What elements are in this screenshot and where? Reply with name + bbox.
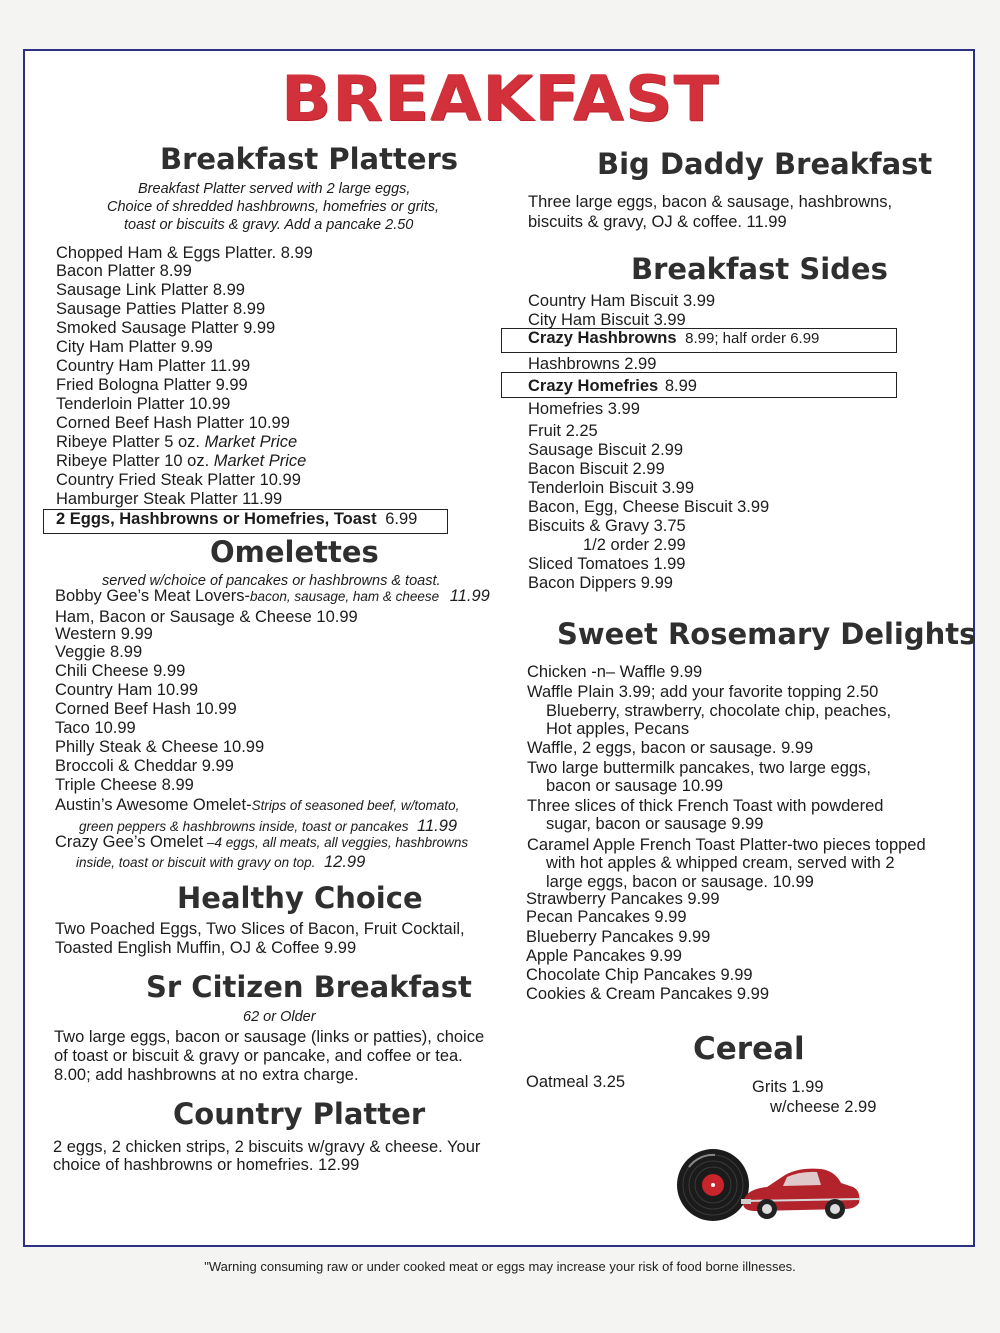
crazy-hashbrowns-label: Crazy Hashbrowns xyxy=(528,329,677,347)
omelet-austin-desc2: green peppers & hashbrowns inside, toast or pancakes xyxy=(79,819,409,834)
omelet-triple-cheese: Triple Cheese 8.99 xyxy=(55,776,194,794)
platter-item-name: Chopped Ham & Eggs Platter. 8.99 xyxy=(56,244,313,262)
sweet-item: large eggs, bacon or sausage. 10.99 xyxy=(546,873,814,891)
heading-breakfast-sides: Breakfast Sides xyxy=(631,252,888,286)
platter-item xyxy=(56,376,248,395)
platter-item xyxy=(56,262,192,281)
crazy-homefries-label: Crazy Homefries xyxy=(528,377,659,395)
sweet-item: Chocolate Chip Pancakes 9.99 xyxy=(526,966,753,984)
side-sliced-tomatoes: Sliced Tomatoes 1.99 xyxy=(528,555,686,573)
sweet-item: Blueberry, strawberry, chocolate chip, peaches, xyxy=(546,702,892,720)
sweet-item: sugar, bacon or sausage 9.99 xyxy=(546,815,764,833)
platter-item-name: Tenderloin Platter 10.99 xyxy=(56,395,231,413)
platter-item-name: Country Fried Steak Platter 10.99 xyxy=(56,471,301,489)
omelet-crazy-desc2: inside, toast or biscuit with gravy on top. xyxy=(76,855,316,870)
platter-item-market-price: Market Price xyxy=(204,433,298,451)
crazy-homefries-price: 8.99 xyxy=(664,377,697,395)
crazy-hashbrowns-price: 8.99; half order 6.99 xyxy=(685,330,820,347)
senior-line-3: 8.00; add hashbrowns at no extra charge. xyxy=(54,1066,359,1084)
sweet-item: Pecan Pancakes 9.99 xyxy=(526,908,687,926)
omelettes-note: served w/choice of pancakes or hashbrowns & toast. xyxy=(102,573,441,589)
side-biscuits-gravy: Biscuits & Gravy 3.75 xyxy=(528,517,686,535)
platters-note-2: Choice of shredded hashbrowns, homefries or grits, xyxy=(107,199,440,215)
platter-item-name: Corned Beef Hash Platter 10.99 xyxy=(56,414,290,432)
platter-item-name: Smoked Sausage Platter 9.99 xyxy=(56,319,276,337)
heading-sr-citizen: Sr Citizen Breakfast xyxy=(146,970,472,1004)
cereal-grits-cheese: w/cheese 2.99 xyxy=(770,1098,877,1116)
omelet-country-ham: Country Ham 10.99 xyxy=(55,681,199,699)
omelet-crazy-desc1: –4 eggs, all meats, all veggies, hashbrowns xyxy=(203,835,469,850)
sweet-item: Caramel Apple French Toast Platter-two pieces topped xyxy=(527,836,926,854)
senior-sub: 62 or Older xyxy=(243,1009,316,1025)
platters-note-1: Breakfast Platter served with 2 large eggs, xyxy=(138,181,411,197)
sweet-item: Waffle, 2 eggs, bacon or sausage. 9.99 xyxy=(527,739,814,757)
omelet-western: Western 9.99 xyxy=(55,625,153,643)
platter-item xyxy=(56,490,282,509)
sweet-item: Waffle Plain 3.99; add your favorite topping 2.50 xyxy=(527,683,879,701)
heading-sweet-rosemary: Sweet Rosemary Delights xyxy=(557,617,977,651)
heading-big-daddy: Big Daddy Breakfast xyxy=(597,147,933,181)
platter-item xyxy=(56,281,245,300)
omelet-chili: Chili Cheese 9.99 xyxy=(55,662,186,680)
boxed-eggs-toast-label: 2 Eggs, Hashbrowns or Homefries, Toast xyxy=(56,510,377,528)
sweet-item: Cookies & Cream Pancakes 9.99 xyxy=(526,985,770,1003)
omelet-austin xyxy=(55,796,459,815)
omelet-bobby-price: 11.99 xyxy=(449,587,490,605)
sweet-item: Two large buttermilk pancakes, two large eggs, xyxy=(527,759,871,777)
healthy-line-1: Two Poached Eggs, Two Slices of Bacon, Fruit Cocktail, xyxy=(55,920,465,938)
platter-item-name: Ribeye Platter 5 oz. xyxy=(56,433,205,451)
platter-item-name: Fried Bologna Platter 9.99 xyxy=(56,376,248,394)
omelet-philly: Philly Steak & Cheese 10.99 xyxy=(55,738,265,756)
food-warning-footer: "Warning consuming raw or under cooked meat or eggs may increase your risk of food borne illnesses. xyxy=(204,1259,796,1274)
omelet-veggie: Veggie 8.99 xyxy=(55,643,143,661)
platter-item xyxy=(56,414,290,433)
boxed-eggs-toast xyxy=(43,509,448,534)
senior-line-1: Two large eggs, bacon or sausage (links or patties), choice xyxy=(54,1028,485,1046)
side-bacon-dippers: Bacon Dippers 9.99 xyxy=(528,574,673,592)
platter-item xyxy=(56,300,265,319)
omelet-austin-price: 11.99 xyxy=(417,817,458,835)
platter-item-name: Sausage Patties Platter 8.99 xyxy=(56,300,266,318)
platter-item xyxy=(56,395,230,414)
side-fruit: Fruit 2.25 xyxy=(528,422,598,440)
omelet-crazy-cont xyxy=(76,853,365,872)
sweet-item: Apple Pancakes 9.99 xyxy=(526,947,682,965)
platter-item xyxy=(56,319,275,338)
platter-item-name: Bacon Platter 8.99 xyxy=(56,262,192,280)
platter-item xyxy=(56,244,313,263)
sweet-item: Blueberry Pancakes 9.99 xyxy=(526,928,711,946)
side-homefries: Homefries 3.99 xyxy=(528,400,640,418)
cereal-oatmeal: Oatmeal 3.25 xyxy=(526,1073,626,1091)
platter-item-name: Sausage Link Platter 8.99 xyxy=(56,281,245,299)
heading-cereal: Cereal xyxy=(693,1031,805,1067)
boxed-crazy-hashbrowns xyxy=(501,328,897,353)
boxed-crazy-homefries xyxy=(501,372,897,398)
side-bec-biscuit: Bacon, Egg, Cheese Biscuit 3.99 xyxy=(528,498,770,516)
heading-healthy-choice: Healthy Choice xyxy=(177,881,423,915)
bigdaddy-line-1: Three large eggs, bacon & sausage, hashbrowns, xyxy=(528,193,893,211)
senior-line-2: of toast or biscuit & gravy or pancake, and coffee or tea. xyxy=(54,1047,463,1065)
country-line-1: 2 eggs, 2 chicken strips, 2 biscuits w/gravy & cheese. Your xyxy=(53,1138,481,1156)
side-city-ham-biscuit: City Ham Biscuit 3.99 xyxy=(528,311,686,329)
heading-breakfast-platters: Breakfast Platters xyxy=(160,142,459,176)
platter-item-name: Country Ham Platter 11.99 xyxy=(56,357,251,375)
sweet-item: with hot apples & whipped cream, served with 2 xyxy=(546,854,895,872)
platter-item xyxy=(56,433,297,452)
bigdaddy-line-2: biscuits & gravy, OJ & coffee. 11.99 xyxy=(528,213,787,231)
omelet-bobby-desc: bacon, sausage, ham & cheese xyxy=(250,589,440,604)
omelet-bobby xyxy=(55,587,490,606)
platter-item-name: Hamburger Steak Platter 11.99 xyxy=(56,490,283,508)
sweet-item: Three slices of thick French Toast with powdered xyxy=(527,797,884,815)
omelet-broccoli: Broccoli & Cheddar 9.99 xyxy=(55,757,234,775)
omelet-bobby-name: Bobby Gee’s Meat Lovers- xyxy=(55,587,251,605)
sweet-item: Hot apples, Pecans xyxy=(546,720,690,738)
side-tenderloin-biscuit: Tenderloin Biscuit 3.99 xyxy=(528,479,695,497)
heading-country-platter: Country Platter xyxy=(173,1097,426,1131)
platters-note-3: toast or biscuits & gravy. Add a pancake 2.50 xyxy=(124,217,414,233)
record-and-car-illustration xyxy=(675,1145,865,1230)
sweet-item: Chicken -n– Waffle 9.99 xyxy=(527,663,703,681)
side-bacon-biscuit: Bacon Biscuit 2.99 xyxy=(528,460,665,478)
omelet-crazy-name: Crazy Gee’s Omelet xyxy=(55,833,204,851)
omelet-austin-desc1: Strips of seasoned beef, w/tomato, xyxy=(251,798,460,813)
healthy-line-2: Toasted English Muffin, OJ & Coffee 9.99 xyxy=(55,939,357,957)
menu-title: BREAKFAST xyxy=(280,61,720,136)
side-sausage-biscuit: Sausage Biscuit 2.99 xyxy=(528,441,684,459)
omelet-austin-name: Austin’s Awesome Omelet- xyxy=(55,796,252,814)
omelet-corned-beef: Corned Beef Hash 10.99 xyxy=(55,700,237,718)
country-line-2: choice of hashbrowns or homefries. 12.99 xyxy=(53,1156,360,1174)
platter-item-market-price: Market Price xyxy=(213,452,307,470)
cereal-grits: Grits 1.99 xyxy=(752,1078,824,1096)
omelet-crazy xyxy=(55,833,468,852)
side-biscuits-gravy-half: 1/2 order 2.99 xyxy=(583,536,686,554)
platter-item-name: City Ham Platter 9.99 xyxy=(56,338,213,356)
side-country-ham-biscuit: Country Ham Biscuit 3.99 xyxy=(528,292,716,310)
heading-omelettes: Omelettes xyxy=(210,535,379,569)
platter-item-name: Ribeye Platter 10 oz. xyxy=(56,452,214,470)
vinyl-record-icon xyxy=(677,1149,749,1221)
sweet-item: bacon or sausage 10.99 xyxy=(546,777,724,795)
omelet-crazy-price: 12.99 xyxy=(323,853,366,871)
platter-item xyxy=(56,357,250,376)
side-hashbrowns: Hashbrowns 2.99 xyxy=(528,355,657,373)
sweet-item: Strawberry Pancakes 9.99 xyxy=(526,890,720,908)
omelet-ham: Ham, Bacon or Sausage & Cheese 10.99 xyxy=(55,608,358,626)
classic-car-icon xyxy=(741,1169,859,1219)
platter-item xyxy=(56,452,306,471)
platter-item xyxy=(56,338,213,357)
omelet-taco: Taco 10.99 xyxy=(55,719,136,737)
boxed-eggs-toast-price: 6.99 xyxy=(385,510,418,528)
platter-item xyxy=(56,471,301,490)
